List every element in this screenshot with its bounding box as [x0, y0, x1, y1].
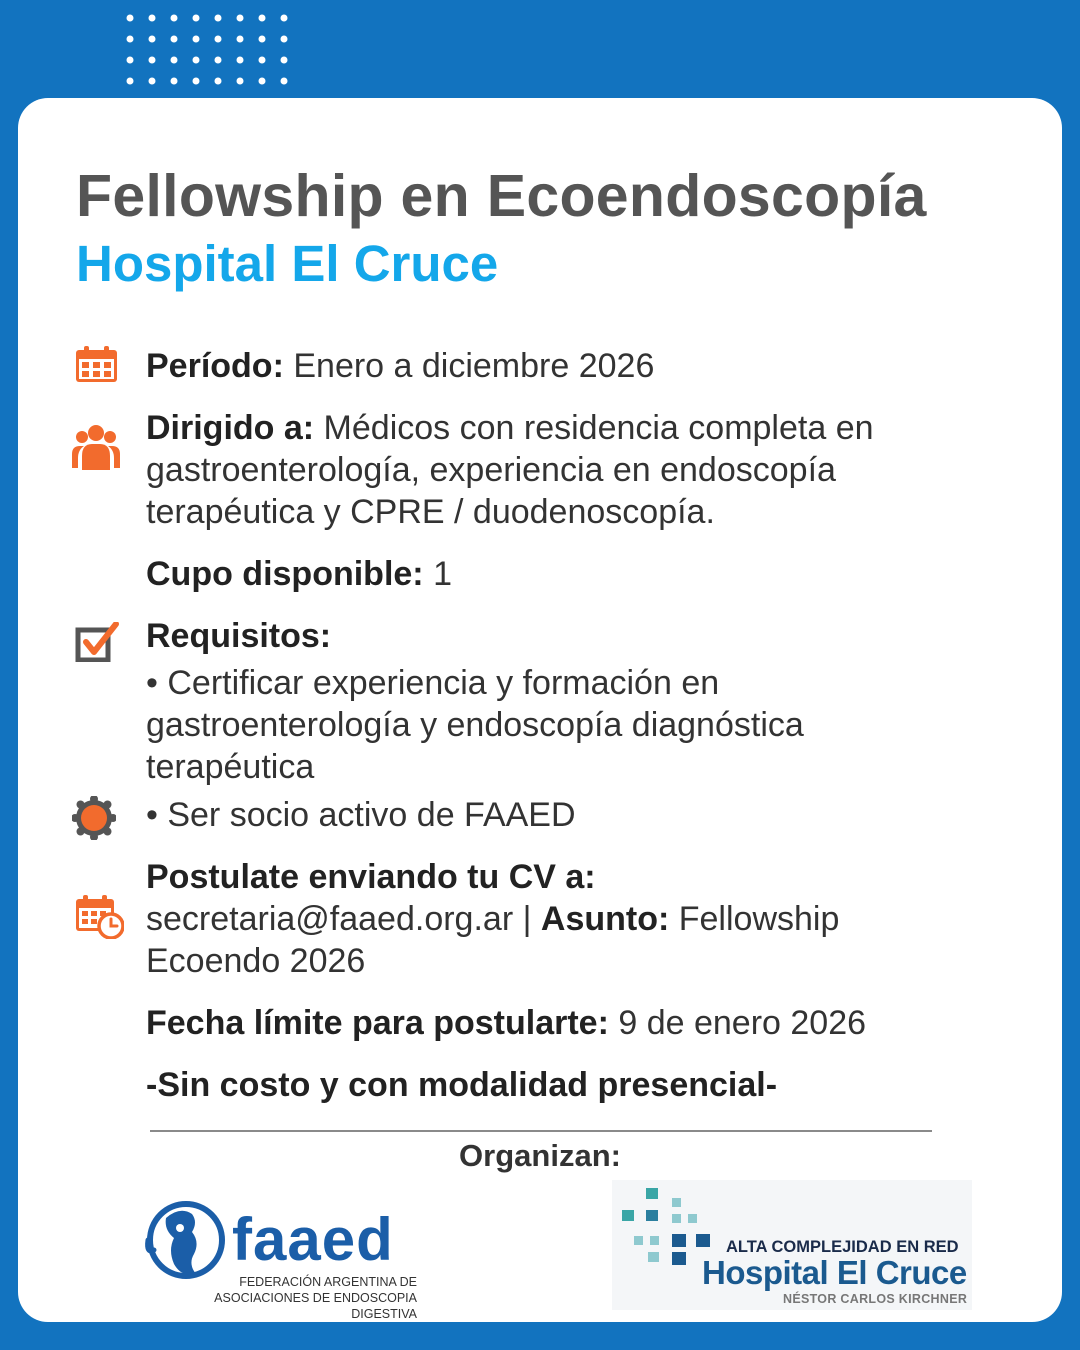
hospital-logo-subname: NÉSTOR CARLOS KIRCHNER	[783, 1292, 968, 1306]
postulate-heading	[146, 856, 596, 898]
dirigido-label: Dirigido a:	[146, 409, 315, 447]
checkbox-icon	[75, 622, 119, 662]
hospital-logo-name: Hospital El Cruce	[702, 1254, 967, 1291]
fecha-label: Fecha límite para postularte:	[146, 1004, 609, 1042]
page-subtitle: Hospital El Cruce	[76, 235, 499, 292]
requisito-2: • Ser socio activo de FAAED	[146, 796, 576, 834]
modalidad-text: -Sin costo y con modalidad presencial-	[146, 1066, 778, 1104]
calendar-icon	[76, 346, 117, 382]
faaed-subtitle-line-1: FEDERACIÓN ARGENTINA DE	[239, 1275, 417, 1289]
organizan-label: Organizan:	[459, 1138, 621, 1173]
postulate-label: Postulate enviando tu CV a:	[146, 858, 596, 896]
asunto-value-1: Fellowship	[669, 900, 840, 938]
dot-grid-decoration	[125, 13, 295, 88]
cupo-line	[146, 553, 452, 595]
email-line	[146, 898, 839, 940]
periodo-label: Período:	[146, 347, 284, 385]
faaed-wordmark: faaed	[232, 1206, 394, 1273]
faaed-subtitle-line-2: ASOCIACIONES DE ENDOSCOPIA DIGESTIVA	[214, 1291, 417, 1321]
modalidad-line	[146, 1064, 777, 1106]
email-link[interactable]: secretaria@faaed.org.ar	[146, 900, 514, 938]
requisito-1-line-3: terapéutica	[146, 748, 315, 786]
divider	[150, 1130, 932, 1132]
dirigido-text-1: Médicos con residencia completa en	[314, 409, 874, 447]
hospital-logo-tagline: ALTA COMPLEJIDAD EN RED	[726, 1238, 959, 1256]
asunto-label: Asunto:	[540, 900, 670, 938]
cupo-label: Cupo disponible:	[146, 555, 424, 593]
periodo-value: Enero a diciembre 2026	[283, 347, 655, 385]
separator: |	[513, 900, 541, 938]
requisito-1-line-2: gastroenterología y endoscopía diagnóstica	[146, 706, 804, 744]
cupo-value: 1	[423, 555, 452, 593]
group-icon	[72, 424, 120, 470]
dirigido-line-1	[146, 407, 874, 449]
badge-icon	[72, 796, 116, 840]
asunto-value-2: Ecoendo 2026	[146, 942, 366, 980]
dirigido-line-3: terapéutica y CPRE / duodenoscopía.	[146, 493, 715, 531]
faaed-subtitle	[155, 1274, 417, 1322]
fecha-value: 9 de enero 2026	[608, 1004, 867, 1042]
requisitos-heading	[146, 615, 331, 657]
page-title: Fellowship en Ecoendoscopía	[76, 163, 927, 229]
fecha-line	[146, 1002, 866, 1044]
calendar-clock-icon	[76, 895, 124, 939]
requisito-1-line-1: • Certificar experiencia y formación en	[146, 664, 720, 702]
periodo-line	[146, 345, 654, 387]
dirigido-line-2: gastroenterología, experiencia en endoscopía	[146, 451, 836, 489]
requisitos-label: Requisitos:	[146, 617, 332, 655]
